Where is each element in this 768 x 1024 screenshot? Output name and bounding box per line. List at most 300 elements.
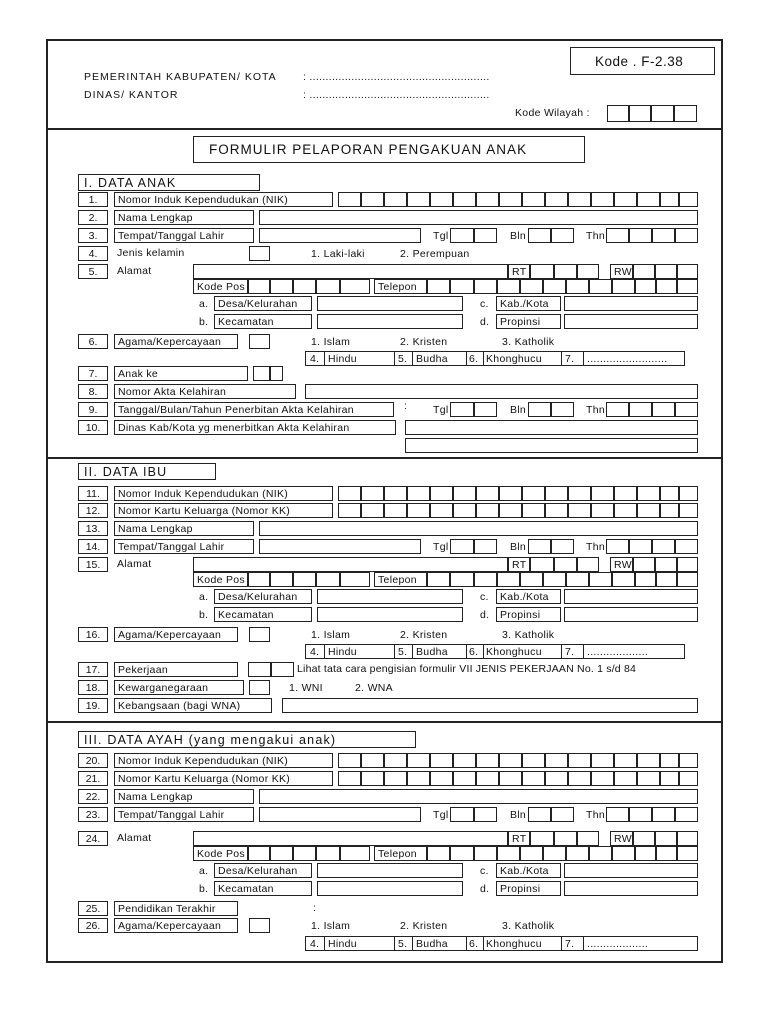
province-input[interactable] <box>564 881 698 896</box>
field-label: Alamat <box>117 832 152 844</box>
field-label: Nama Lengkap <box>114 789 254 804</box>
kk-cell[interactable] <box>430 503 453 518</box>
district-input[interactable] <box>317 881 463 896</box>
nik-cell[interactable] <box>338 753 361 768</box>
nik-cell[interactable] <box>614 192 637 207</box>
phone-cell[interactable] <box>474 279 497 294</box>
sub-a: a. <box>199 865 209 877</box>
phone-label: Telepon <box>374 572 427 587</box>
rw-cell[interactable] <box>633 831 655 846</box>
year-cell[interactable] <box>606 228 629 243</box>
opt-num: 5. <box>398 646 408 658</box>
kk-cell[interactable] <box>453 771 476 786</box>
nik-cell[interactable] <box>637 192 660 207</box>
phone-cell[interactable] <box>520 846 543 861</box>
address-input[interactable] <box>193 831 508 846</box>
rw-cell[interactable] <box>655 264 677 279</box>
village-label: Desa/Kelurahan <box>214 863 312 878</box>
phone-cell[interactable] <box>635 572 656 587</box>
option-male: 1. Laki-laki <box>311 248 365 260</box>
city-input[interactable] <box>564 589 698 604</box>
phone-cell[interactable] <box>543 572 566 587</box>
postcode-cell[interactable] <box>316 846 340 861</box>
rt-cell[interactable] <box>577 264 599 279</box>
field-label: Nomor Induk Kependudukan (NIK) <box>114 753 333 768</box>
phone-cell[interactable] <box>656 279 677 294</box>
form-code: Kode . F-2.38 <box>595 54 684 69</box>
phone-cell[interactable] <box>677 572 698 587</box>
phone-cell[interactable] <box>589 279 612 294</box>
child-order-cell[interactable] <box>270 366 283 381</box>
section-title-ibu: II. DATA IBU <box>84 465 168 479</box>
district-input[interactable] <box>317 607 463 622</box>
kk-cell[interactable] <box>679 771 698 786</box>
kk-cell[interactable] <box>660 503 679 518</box>
phone-cell[interactable] <box>677 279 698 294</box>
kk-cell[interactable] <box>476 503 499 518</box>
kk-cell[interactable] <box>476 771 499 786</box>
birthplace-input[interactable] <box>259 228 421 243</box>
region-code-cell[interactable] <box>674 105 697 122</box>
name-input[interactable] <box>259 210 698 225</box>
nik-cell[interactable] <box>591 192 614 207</box>
city-label: Kab./Kota <box>496 863 561 878</box>
nik-cell[interactable] <box>614 753 637 768</box>
postcode-cell[interactable] <box>316 279 340 294</box>
district-input[interactable] <box>317 314 463 329</box>
nik-cell[interactable] <box>499 192 522 207</box>
nationality-input[interactable] <box>282 698 698 713</box>
nik-cell[interactable] <box>545 486 568 501</box>
city-label: Kab./Kota <box>496 296 561 311</box>
rw-cell[interactable] <box>677 557 698 572</box>
kk-cell[interactable] <box>679 503 698 518</box>
nik-cell[interactable] <box>476 753 499 768</box>
religion-cell[interactable] <box>249 334 270 349</box>
field-number: 5. <box>78 264 108 279</box>
postcode-cell[interactable] <box>316 572 340 587</box>
field-number: 22. <box>78 789 108 804</box>
year-cell[interactable] <box>606 807 629 822</box>
nik-cell[interactable] <box>430 192 453 207</box>
postcode-cell[interactable] <box>293 846 316 861</box>
phone-cell[interactable] <box>635 279 656 294</box>
kk-cell[interactable] <box>384 503 407 518</box>
nik-cell[interactable] <box>660 192 679 207</box>
field-number: 19. <box>78 698 108 713</box>
gender-cell[interactable] <box>249 246 270 261</box>
kk-cell[interactable] <box>660 771 679 786</box>
postcode-cell[interactable] <box>340 279 370 294</box>
postcode-cell[interactable] <box>270 279 293 294</box>
phone-cell[interactable] <box>566 846 589 861</box>
nik-cell[interactable] <box>338 192 361 207</box>
phone-cell[interactable] <box>497 572 520 587</box>
day-cell[interactable] <box>450 539 474 554</box>
nik-cell[interactable] <box>430 486 453 501</box>
kk-cell[interactable] <box>430 771 453 786</box>
nik-cell[interactable] <box>522 192 545 207</box>
option-hindu: Hindu <box>328 938 357 950</box>
option-khonghucu: Khonghucu <box>486 646 542 658</box>
rt-cell[interactable] <box>554 264 577 279</box>
kk-cell[interactable] <box>338 503 361 518</box>
kk-cell[interactable] <box>568 503 591 518</box>
header-line-office: DINAS/ KANTOR <box>84 89 179 101</box>
village-label: Desa/Kelurahan <box>214 589 312 604</box>
day-cell[interactable] <box>474 228 497 243</box>
field-number: 21. <box>78 771 108 786</box>
birth-cert-number-input[interactable] <box>305 384 698 399</box>
occupation-cell[interactable] <box>248 662 271 677</box>
nik-cell[interactable] <box>338 486 361 501</box>
phone-cell[interactable] <box>543 846 566 861</box>
kk-cell[interactable] <box>499 503 522 518</box>
kk-cell[interactable] <box>591 771 614 786</box>
option-katholik: 3. Katholik <box>502 629 555 641</box>
kk-cell[interactable] <box>637 503 660 518</box>
nik-cell[interactable] <box>361 753 384 768</box>
nik-cell[interactable] <box>568 753 591 768</box>
kk-cell[interactable] <box>453 503 476 518</box>
opt-num: 7. <box>565 353 575 365</box>
option-hindu: Hindu <box>328 646 357 658</box>
phone-cell[interactable] <box>427 572 450 587</box>
field-number: 3. <box>78 228 108 243</box>
phone-cell[interactable] <box>427 846 450 861</box>
nik-cell[interactable] <box>522 486 545 501</box>
region-code-cell[interactable] <box>607 105 629 122</box>
name-input[interactable] <box>259 521 698 536</box>
postcode-cell[interactable] <box>248 279 270 294</box>
nik-cell[interactable] <box>453 192 476 207</box>
phone-cell[interactable] <box>474 846 497 861</box>
field-number: 24. <box>78 831 108 846</box>
phone-cell[interactable] <box>497 846 520 861</box>
kk-cell[interactable] <box>499 771 522 786</box>
village-input[interactable] <box>317 296 463 311</box>
rw-cell[interactable] <box>677 831 698 846</box>
phone-cell[interactable] <box>612 846 635 861</box>
field-number: 9. <box>78 402 108 417</box>
rw-cell[interactable] <box>655 557 677 572</box>
postcode-cell[interactable] <box>340 572 370 587</box>
thn-label: Thn <box>586 541 605 553</box>
year-cell[interactable] <box>606 539 629 554</box>
rt-cell[interactable] <box>530 831 554 846</box>
field-number: 2. <box>78 210 108 225</box>
address-input[interactable] <box>193 264 508 279</box>
rt-cell[interactable] <box>530 264 554 279</box>
religion-cell[interactable] <box>249 627 270 642</box>
bln-label: Bln <box>510 809 527 821</box>
field-label: Nomor Akta Kelahiran <box>114 384 296 399</box>
sub-b: b. <box>199 609 209 621</box>
field-number: 1. <box>78 192 108 207</box>
field-label: Nomor Induk Kependudukan (NIK) <box>114 192 333 207</box>
field-label: Tempat/Tanggal Lahir <box>114 807 254 822</box>
rt-label: RT <box>508 557 530 572</box>
field-number: 11. <box>78 486 108 501</box>
name-input[interactable] <box>259 789 698 804</box>
nik-cell[interactable] <box>361 486 384 501</box>
option-female: 2. Perempuan <box>400 248 470 260</box>
sub-c: c. <box>480 298 489 310</box>
kk-cell[interactable] <box>384 771 407 786</box>
nik-cell[interactable] <box>430 753 453 768</box>
kk-cell[interactable] <box>522 771 545 786</box>
child-order-cell[interactable] <box>253 366 270 381</box>
phone-cell[interactable] <box>566 279 589 294</box>
field-label: Tempat/Tanggal Lahir <box>114 539 254 554</box>
tgl-label: Tgl <box>433 809 449 821</box>
nik-cell[interactable] <box>568 192 591 207</box>
field-label: Agama/Kepercayaan <box>114 918 238 933</box>
city-input[interactable] <box>564 863 698 878</box>
year-cell[interactable] <box>652 807 675 822</box>
nik-cell[interactable] <box>384 486 407 501</box>
province-input[interactable] <box>564 607 698 622</box>
option-katholik: 3. Katholik <box>502 920 555 932</box>
nik-cell[interactable] <box>679 753 698 768</box>
issuing-office-input[interactable] <box>405 420 698 435</box>
bln-label: Bln <box>510 404 527 416</box>
opt-num: 6. <box>469 646 479 658</box>
religion-cell[interactable] <box>249 918 270 933</box>
nik-cell[interactable] <box>545 192 568 207</box>
rw-cell[interactable] <box>655 831 677 846</box>
rt-cell[interactable] <box>577 557 599 572</box>
thn-label: Thn <box>586 230 605 242</box>
nik-cell[interactable] <box>499 753 522 768</box>
day-cell[interactable] <box>450 228 474 243</box>
year-cell[interactable] <box>629 228 652 243</box>
field-label: Nama Lengkap <box>114 210 254 225</box>
village-input[interactable] <box>317 863 463 878</box>
province-input[interactable] <box>564 314 698 329</box>
nik-cell[interactable] <box>476 192 499 207</box>
rw-cell[interactable] <box>677 264 698 279</box>
nik-cell[interactable] <box>476 486 499 501</box>
header-line1-dots: : ........................................................ <box>303 71 490 83</box>
kk-cell[interactable] <box>614 503 637 518</box>
phone-cell[interactable] <box>612 279 635 294</box>
day-cell[interactable] <box>474 539 497 554</box>
kk-cell[interactable] <box>637 771 660 786</box>
nik-cell[interactable] <box>407 192 430 207</box>
rw-cell[interactable] <box>633 264 655 279</box>
nik-cell[interactable] <box>679 486 698 501</box>
month-cell[interactable] <box>528 402 551 417</box>
month-cell[interactable] <box>551 228 574 243</box>
phone-cell[interactable] <box>635 846 656 861</box>
postcode-cell[interactable] <box>293 279 316 294</box>
day-cell[interactable] <box>450 807 474 822</box>
field-label: Nomor Kartu Keluarga (Nomor KK) <box>114 503 333 518</box>
nik-cell[interactable] <box>453 753 476 768</box>
nik-cell[interactable] <box>637 753 660 768</box>
nik-cell[interactable] <box>499 486 522 501</box>
phone-cell[interactable] <box>427 279 450 294</box>
kk-cell[interactable] <box>407 503 430 518</box>
phone-cell[interactable] <box>497 279 520 294</box>
kk-cell[interactable] <box>568 771 591 786</box>
option-budha: Budha <box>416 353 448 365</box>
month-cell[interactable] <box>551 539 574 554</box>
nik-cell[interactable] <box>407 486 430 501</box>
phone-cell[interactable] <box>589 572 612 587</box>
sub-a: a. <box>199 298 209 310</box>
year-cell[interactable] <box>652 402 675 417</box>
year-cell[interactable] <box>675 539 698 554</box>
kk-cell[interactable] <box>522 503 545 518</box>
phone-cell[interactable] <box>656 572 677 587</box>
region-code-cell[interactable] <box>651 105 674 122</box>
nik-cell[interactable] <box>660 486 679 501</box>
month-cell[interactable] <box>528 539 551 554</box>
phone-cell[interactable] <box>543 279 566 294</box>
sub-d: d. <box>480 316 490 328</box>
field-number: 26. <box>78 918 108 933</box>
nik-cell[interactable] <box>407 753 430 768</box>
nik-cell[interactable] <box>679 192 698 207</box>
nik-cell[interactable] <box>591 486 614 501</box>
rt-cell[interactable] <box>577 831 599 846</box>
religion-options-box <box>305 351 685 366</box>
form-title-box <box>193 136 585 163</box>
region-code-cell[interactable] <box>629 105 651 122</box>
issuing-office-input-2[interactable] <box>405 438 698 453</box>
option-kristen: 2. Kristen <box>400 920 448 932</box>
citizenship-cell[interactable] <box>249 680 270 695</box>
colon: : <box>404 400 408 412</box>
postcode-cell[interactable] <box>293 572 316 587</box>
divider <box>46 721 723 723</box>
district-label: Kecamatan <box>214 607 312 622</box>
village-input[interactable] <box>317 589 463 604</box>
postcode-cell[interactable] <box>340 846 370 861</box>
kk-cell[interactable] <box>545 503 568 518</box>
phone-cell[interactable] <box>612 572 635 587</box>
kk-cell[interactable] <box>591 503 614 518</box>
field-label: Kebangsaan (bagi WNA) <box>114 698 272 713</box>
nik-cell[interactable] <box>614 486 637 501</box>
postcode-cell[interactable] <box>248 572 270 587</box>
nik-cell[interactable] <box>453 486 476 501</box>
phone-label: Telepon <box>374 279 427 294</box>
phone-cell[interactable] <box>589 846 612 861</box>
field-number: 10. <box>78 420 108 435</box>
option-other: ................... <box>587 938 649 950</box>
opt-num: 4. <box>310 646 320 658</box>
month-cell[interactable] <box>528 228 551 243</box>
phone-cell[interactable] <box>656 846 677 861</box>
day-cell[interactable] <box>450 402 474 417</box>
year-cell[interactable] <box>606 402 629 417</box>
postcode-label: Kode Pos <box>193 846 248 861</box>
nik-cell[interactable] <box>384 753 407 768</box>
postcode-cell[interactable] <box>270 846 293 861</box>
month-cell[interactable] <box>528 807 551 822</box>
kk-cell[interactable] <box>338 771 361 786</box>
kk-cell[interactable] <box>407 771 430 786</box>
month-cell[interactable] <box>551 807 574 822</box>
phone-cell[interactable] <box>450 279 474 294</box>
sub-c: c. <box>480 865 489 877</box>
phone-cell[interactable] <box>520 572 543 587</box>
sub-b: b. <box>199 883 209 895</box>
phone-cell[interactable] <box>677 846 698 861</box>
thn-label: Thn <box>586 404 605 416</box>
day-cell[interactable] <box>474 402 497 417</box>
year-cell[interactable] <box>675 228 698 243</box>
field-number: 16. <box>78 627 108 642</box>
postcode-cell[interactable] <box>270 572 293 587</box>
year-cell[interactable] <box>629 402 652 417</box>
year-cell[interactable] <box>629 807 652 822</box>
rt-cell[interactable] <box>554 831 577 846</box>
nik-cell[interactable] <box>591 753 614 768</box>
field-label: Agama/Kepercayaan <box>114 627 238 642</box>
header-line-government: PEMERINTAH KABUPATEN/ KOTA <box>84 71 277 83</box>
phone-cell[interactable] <box>450 572 474 587</box>
address-input[interactable] <box>193 557 508 572</box>
nik-cell[interactable] <box>568 486 591 501</box>
day-cell[interactable] <box>474 807 497 822</box>
year-cell[interactable] <box>652 539 675 554</box>
nik-cell[interactable] <box>361 192 384 207</box>
month-cell[interactable] <box>551 402 574 417</box>
birthplace-input[interactable] <box>259 807 421 822</box>
occupation-cell[interactable] <box>271 662 294 677</box>
phone-cell[interactable] <box>474 572 497 587</box>
nik-cell[interactable] <box>522 753 545 768</box>
opt-num: 5. <box>398 353 408 365</box>
rt-label: RT <box>508 831 530 846</box>
year-cell[interactable] <box>675 402 698 417</box>
nik-cell[interactable] <box>637 486 660 501</box>
field-number: 4. <box>78 246 108 261</box>
form-code-box <box>570 47 715 75</box>
section-title-box <box>78 174 260 191</box>
option-other: ................... <box>587 646 649 658</box>
nik-cell[interactable] <box>384 192 407 207</box>
field-label: Kewarganegaraan <box>114 680 244 695</box>
year-cell[interactable] <box>675 807 698 822</box>
nik-cell[interactable] <box>660 753 679 768</box>
rt-cell[interactable] <box>554 557 577 572</box>
rt-cell[interactable] <box>530 557 554 572</box>
postcode-cell[interactable] <box>248 846 270 861</box>
field-label: Nama Lengkap <box>114 521 254 536</box>
kk-cell[interactable] <box>361 771 384 786</box>
year-cell[interactable] <box>629 539 652 554</box>
year-cell[interactable] <box>652 228 675 243</box>
birthplace-input[interactable] <box>259 539 421 554</box>
phone-cell[interactable] <box>566 572 589 587</box>
city-input[interactable] <box>564 296 698 311</box>
rw-label: RW <box>610 831 633 846</box>
field-number: 17. <box>78 662 108 677</box>
rw-cell[interactable] <box>633 557 655 572</box>
kk-cell[interactable] <box>545 771 568 786</box>
kk-cell[interactable] <box>361 503 384 518</box>
kk-cell[interactable] <box>614 771 637 786</box>
field-label: Nomor Induk Kependudukan (NIK) <box>114 486 333 501</box>
nik-cell[interactable] <box>545 753 568 768</box>
phone-cell[interactable] <box>450 846 474 861</box>
phone-cell[interactable] <box>520 279 543 294</box>
